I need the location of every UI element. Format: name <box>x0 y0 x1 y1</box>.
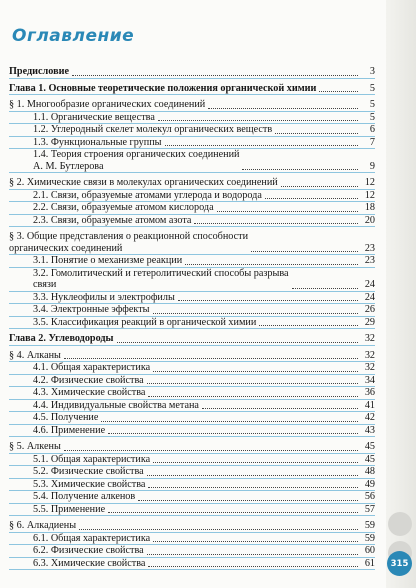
toc-entry-page: 6 <box>369 124 375 135</box>
toc-entry <box>9 454 375 467</box>
toc-entry-title: Предисловие <box>9 66 69 77</box>
toc-entry-page: 26 <box>364 304 375 315</box>
toc-entry-page: 9 <box>369 160 375 172</box>
toc-entry-page: 57 <box>364 503 375 515</box>
toc-entry-title: § 2. Химические связи в молекулах органических соединений <box>9 177 278 188</box>
toc-entry-title: 3.1. Понятие о механизме реакции <box>33 255 183 266</box>
toc-entry-page: 24 <box>364 279 375 290</box>
toc-entry-page: 60 <box>364 545 375 556</box>
toc-leader-dots <box>147 383 358 384</box>
toc-entry-title: 2.3. Связи, образуемые атомом азота <box>33 214 192 226</box>
toc-entry-title: 4.2. Физические свойства <box>33 374 144 386</box>
toc-entry-title: 1.2. Углеродный скелет молекул органических веществ <box>33 124 273 135</box>
toc-entry-page: 5 <box>369 82 375 94</box>
toc-entry-title: 2.1. Связи, образуемые атомами углерода и водорода <box>33 189 262 201</box>
toc-entry-page: 41 <box>364 399 375 411</box>
toc-entry-page: 12 <box>364 177 375 188</box>
toc-entry <box>9 350 375 363</box>
toc-entry-title: 5.4. Получение алкенов <box>33 491 136 502</box>
toc-entry <box>9 520 375 533</box>
toc-entry <box>9 149 375 173</box>
toc-leader-dots <box>148 487 358 488</box>
toc-entry-page: 32 <box>364 349 375 361</box>
toc-entry-page: 56 <box>364 491 375 502</box>
toc-entry <box>9 317 375 330</box>
toc-entry <box>9 215 375 228</box>
toc-entry <box>9 558 375 571</box>
toc-leader-dots <box>275 133 358 134</box>
toc-entry-title: Глава 2. Углеводороды <box>9 333 114 344</box>
toc-entry <box>9 112 375 125</box>
toc-leader-dots <box>147 475 358 476</box>
toc-entry-page: 42 <box>364 412 375 423</box>
toc-entry <box>9 533 375 546</box>
table-of-contents <box>9 66 375 570</box>
toc-entry-page: 23 <box>364 242 375 254</box>
toc-entry-title: 3.3. Нуклеофилы и электрофилы <box>33 291 175 303</box>
toc-entry-title: 3.2. Гомолитический и гетеролитический способы разрыва связи <box>33 267 289 290</box>
toc-leader-dots <box>64 358 358 359</box>
toc-leader-dots <box>148 396 358 397</box>
toc-entry <box>9 190 375 203</box>
toc-entry <box>9 255 375 268</box>
toc-entry <box>9 400 375 413</box>
toc-entry-page: 36 <box>364 387 375 398</box>
toc-entry-page: 32 <box>364 333 375 344</box>
page-edge-shading <box>386 0 416 588</box>
toc-entry <box>9 231 375 255</box>
toc-leader-dots <box>165 145 358 146</box>
page-title: Оглавление <box>12 26 135 46</box>
toc-entry-title: § 4. Алканы <box>9 349 61 361</box>
toc-leader-dots <box>292 288 358 289</box>
toc-leader-dots <box>148 566 358 567</box>
toc-entry <box>9 304 375 317</box>
toc-entry-title: 3.5. Классификация реакций в органической химии <box>33 316 257 328</box>
toc-entry-title: 3.4. Электронные эффекты <box>33 304 150 315</box>
toc-entry <box>9 268 375 292</box>
toc-entry-title: 4.5. Получение <box>33 412 99 423</box>
toc-entry-page: 24 <box>364 291 375 303</box>
toc-entry-page: 5 <box>369 99 375 110</box>
toc-entry-title: 4.4. Индивидуальные свойства метана <box>33 399 199 411</box>
toc-entry <box>9 412 375 425</box>
toc-leader-dots <box>147 554 358 555</box>
toc-entry-page: 12 <box>364 189 375 201</box>
toc-leader-dots <box>101 421 358 422</box>
toc-entry-page: 45 <box>364 453 375 465</box>
toc-entry <box>9 333 375 346</box>
toc-entry-title: 6.3. Химические свойства <box>33 557 146 569</box>
toc-leader-dots <box>153 371 358 372</box>
toc-leader-dots <box>202 408 358 409</box>
toc-entry-page: 49 <box>364 478 375 490</box>
toc-leader-dots <box>153 541 358 542</box>
toc-leader-dots <box>178 300 358 301</box>
toc-entry-title: 1.1. Органические вещества <box>33 111 155 123</box>
toc-entry <box>9 202 375 215</box>
toc-entry-title: Глава 1. Основные теоретические положения органической химии <box>9 82 317 94</box>
page-number-badge: 315 <box>387 551 412 576</box>
toc-leader-dots <box>108 433 358 434</box>
toc-entry <box>9 504 375 517</box>
toc-leader-dots <box>158 120 358 121</box>
toc-leader-dots <box>153 462 358 463</box>
toc-entry-page: 32 <box>364 362 375 373</box>
toc-entry-page: 20 <box>364 214 375 226</box>
toc-entry <box>9 99 375 112</box>
toc-leader-dots <box>194 223 358 224</box>
toc-entry-page: 43 <box>364 424 375 436</box>
toc-entry-title: § 6. Алкадиены <box>9 520 77 531</box>
toc-entry-title: 5.3. Химические свойства <box>33 478 146 490</box>
toc-leader-dots <box>79 529 358 530</box>
toc-leader-dots <box>185 264 358 265</box>
toc-entry-title: 5.2. Физические свойства <box>33 466 144 477</box>
toc-leader-dots <box>153 313 358 314</box>
toc-entry <box>9 292 375 305</box>
toc-leader-dots <box>281 186 358 187</box>
toc-entry <box>9 362 375 375</box>
toc-entry-title: § 1. Многообразие органических соединений <box>9 99 206 110</box>
toc-entry-page: 7 <box>369 136 375 148</box>
toc-entry-page: 48 <box>364 466 375 477</box>
toc-entry-page: 3 <box>369 66 375 77</box>
toc-leader-dots <box>138 500 358 501</box>
toc-entry <box>9 545 375 558</box>
toc-entry-title: 6.1. Общая характеристика <box>33 532 151 544</box>
toc-entry <box>9 441 375 454</box>
toc-leader-dots <box>108 512 358 513</box>
decorative-circle-icon <box>388 512 412 536</box>
toc-entry <box>9 137 375 150</box>
toc-entry-page: 18 <box>364 202 375 213</box>
toc-entry-page: 45 <box>364 441 375 452</box>
toc-entry-page: 5 <box>369 111 375 123</box>
toc-entry-title: § 3. Общие представления о реакционной способности органических соединений <box>9 231 249 254</box>
toc-entry <box>9 124 375 137</box>
toc-entry-page: 23 <box>364 255 375 266</box>
toc-leader-dots <box>242 169 358 170</box>
toc-leader-dots <box>64 450 358 451</box>
toc-entry-title: 2.2. Связи, образуемые атомом кислорода <box>33 202 214 213</box>
toc-entry-title: 4.1. Общая характеристика <box>33 362 151 373</box>
toc-leader-dots <box>319 91 358 92</box>
toc-entry <box>9 66 375 79</box>
toc-entry-title: 6.2. Физические свойства <box>33 545 144 556</box>
toc-entry-title: 4.3. Химические свойства <box>33 387 146 398</box>
toc-leader-dots <box>217 211 358 212</box>
toc-entry-page: 59 <box>364 532 375 544</box>
toc-leader-dots <box>117 342 358 343</box>
toc-entry <box>9 177 375 190</box>
toc-entry-title: § 5. Алкены <box>9 441 61 452</box>
toc-leader-dots <box>265 198 358 199</box>
toc-entry-title: 1.4. Теория строения органических соединений А. М. Бутлерова <box>33 149 240 172</box>
toc-entry <box>9 491 375 504</box>
toc-entry-page: 34 <box>364 374 375 386</box>
toc-entry <box>9 466 375 479</box>
toc-entry-page: 59 <box>364 520 375 531</box>
toc-entry <box>9 479 375 492</box>
toc-leader-dots <box>259 325 358 326</box>
toc-leader-dots <box>72 75 358 76</box>
toc-entry <box>9 375 375 388</box>
toc-leader-dots <box>208 108 358 109</box>
toc-entry-title: 1.3. Функциональные группы <box>33 136 162 148</box>
toc-leader-dots <box>251 251 358 252</box>
toc-entry-title: 5.1. Общая характеристика <box>33 453 151 465</box>
toc-entry <box>9 83 375 96</box>
toc-entry-title: 4.6. Применение <box>33 424 106 436</box>
toc-entry-page: 61 <box>364 557 375 569</box>
toc-entry <box>9 425 375 438</box>
toc-entry-title: 5.5. Применение <box>33 503 106 515</box>
toc-entry <box>9 387 375 400</box>
toc-entry-page: 29 <box>364 316 375 328</box>
